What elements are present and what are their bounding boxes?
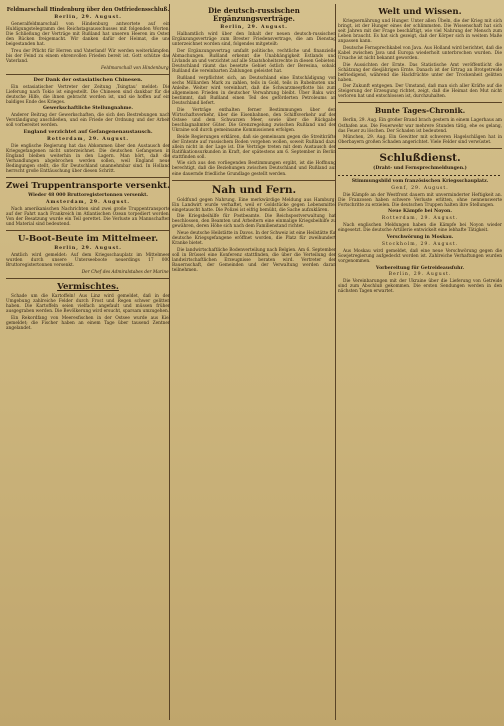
article-paragraph: München, 29. Aug. Ein Gewitter mit schweren Hagelschlägen hat in Oberbayern großen Schaden angerichtet. Viele Felder sind verwüstet. xyxy=(338,135,502,146)
article-paragraph: Generalfeldmarschall von Hindenburg antwortete auf ein Huldigungstelegramm des Reichstagsausschusses mit folgenden Worten: Die Schließung der Verträge mit Rußland hat unseren Heeren im Osten den Rücken freigemacht. Wir danken dafür der Heimat, die uns beigestanden hat. xyxy=(6,22,170,48)
article-headline: Feldmarschall Hindenburg über den Ostfriedensschluß. xyxy=(6,7,170,13)
article-paragraph: Die Vereinbarungen mit der Ukraine über die Lieferung von Getreide sind zum Abschluß gekommen. Die ersten Sendungen werden in den nächsten Tagen erwartet. xyxy=(338,279,502,295)
dateline: Berlin, 29. August. xyxy=(54,15,122,21)
article-paragraph: Nach amerikanischen Nachrichten sind zwei große Truppentransporte auf der Fahrt nach Frankreich im Atlantischen Ozean torpediert worden. Von der Besatzung wurde ein Teil gerettet. Die Verluste an Mannschaften und Material sind bedeutend. xyxy=(6,206,170,228)
article-paragraph: Aus Moskau wird gemeldet, daß eine neue Verschwörung gegen die Sowjetregierung aufgedeckt worden ist. Zahlreiche Verhaftungen wurden vorgenommen. xyxy=(338,248,502,264)
section-heading: Welt und Wissen. xyxy=(378,7,462,17)
article-headline: Der Dank der ostasiatischen Chinesen. xyxy=(33,76,143,83)
article-paragraph: Nach englischen Meldungen haben die Kämpfe bei Noyon wieder eingesetzt. Die deutsche Artillerie entwickelt eine lebhafte Tätigkeit. xyxy=(338,223,502,234)
section-heading: Schlußdienst. xyxy=(379,152,461,165)
article-paragraph: Beide Regierungen erklären, daß sie gemeinsam gegen die Streitkräfte der Entente auf russischem Boden vorgehen wollen, soweit Rußland dazu allein nicht in der Lage ist. Die Verträge treten mit dem Austausch der Ratifikationsurkunden in Kraft, der spätestens am 6. September in Berlin stattfinden soll. xyxy=(172,134,336,160)
article-paragraph: Die Verträge enthalten ferner Bestimmungen über den Wirtschaftsverkehr, über die Eisenbahnen, den Schiffsverkehr auf der Ostsee und dem Schwarzen Meer, sowie über die Rückgabe beschlagnahmter Güter. Die Grenzregelung zwischen Rußland und der Ukraine soll durch gemeinsame Kommissionen erfolgen. xyxy=(172,107,336,133)
subheading: Neue Kämpfe bei Noyon. xyxy=(388,209,452,215)
subheading: Stimmungsbild vom französischen Kriegsschauplatz. xyxy=(351,178,489,184)
article-paragraph: Ein Rekordfang von Meeresfischen in der Ostsee wurde aus Kiel gemeldet; die Fischer haben an einem Tage über tausend Zentner angelandet. xyxy=(6,315,170,331)
article-paragraph: Die Aussichten der Ernte. Das Statistische Amt veröffentlicht die Schätzung der diesjährigen Ernte. Danach ist der Ertrag an Brotgetreide befriedigend, während die Hackfrüchte unter der Trockenheit gelitten haben. xyxy=(338,62,502,83)
article-paragraph: Goldfund gegen Nahrung. Eine merkwürdige Meldung aus Hamburg: Ein Landwirt wurde verhaftet, weil er Goldstücke gegen Lebensmittel eingetauscht hatte. Die Polizei ist eifrig bemüht, die Sache aufzuklären. xyxy=(172,197,336,213)
article-headline: England verzichtet auf Gefangenenaustausch. xyxy=(23,129,153,136)
section-heading: Vermischtes. xyxy=(57,281,119,292)
dateline: Amsterdam, 29. August. xyxy=(45,200,131,206)
article-paragraph: Treu der Pflicht für Herren und Vaterland! Wir werden weiterkämpfen, bis der Feind zu einem ehrenvollen Frieden bereit ist. Gott schütze das Vaterland. xyxy=(6,48,170,65)
divider xyxy=(6,74,170,75)
subheading: Wieder 48 000 Bruttoregistertonnen versenkt. xyxy=(28,193,148,199)
subheading: Vorbereitung für Getreideausfuhr. xyxy=(375,265,465,271)
article-paragraph: Kriegsernährung und Hunger. Unter allen Übeln, die der Krieg mit sich bringt, ist der Hunger eines der schlimmsten. Die Wissenschaft hat sich seit Jahren mit der Frage beschäftigt, wie viel Nahrung der Mensch zum Leben braucht. Es hat sich gezeigt, daß der Körper sich in weitem Maße anpassen kann. xyxy=(338,19,502,45)
article-paragraph: Wie sich aus den vorliegenden Bestimmungen ergibt, ist die Hoffnung berechtigt, daß die Beziehungen zwischen Deutschland und Rußland auf eine dauernde friedliche Grundlage gestellt werden. xyxy=(172,161,336,177)
column-left xyxy=(6,4,170,720)
article-headline: Zwei Truppentransporte versenkt. xyxy=(6,181,170,192)
divider xyxy=(338,102,502,103)
article-paragraph: Die Kämpfe an der Westfront dauern mit unverminderter Heftigkeit an. Die Franzosen haben schwere Verluste erlitten, ohne nennenswerte Fortschritte zu erzielen. Die deutschen Truppen halten ihre Stellungen. xyxy=(338,192,502,208)
article-headline: Die deutsch-russischen Ergänzungsverträge. xyxy=(208,6,300,24)
dateline: Berlin, 29. August. xyxy=(220,25,288,31)
section-heading: Bunte Tages-Chronik. xyxy=(374,106,466,116)
divider xyxy=(6,177,170,178)
article-paragraph: Die landwirtschaftliche Bodenverteilung nach Belgien. Am 6. September soll in Brüssel eine Konferenz stattfinden, die über die Verteilung der landwirtschaftlichen Erzeugnisse beraten wird. Vertreter der Bauernschaft, der Gemeinden und der Verwaltung werden daran teilnehmen. xyxy=(172,247,336,273)
column-middle xyxy=(172,4,336,720)
article-paragraph: Ein ostasiatischer Vertreter der Zeitung ‚Tsingtau‘ meldet: Die Lieferung nach Tokio ist eingestellt. Die Chinesen sind dankbar für die deutsche Hilfe, die ihnen gebracht worden ist, und sie hoffen auf ein baldiges Ende des Krieges. xyxy=(6,84,170,105)
subheading: (Draht- und Fernsprechmeldungen.) xyxy=(373,166,467,172)
signature: Der Chef des Admiralstabes der Marine. xyxy=(81,269,170,275)
article-paragraph: Amtlich wird gemeldet: Auf dem Kriegsschauplatz im Mittelmeer wurden durch unsere Unterseeboote neuerdings 17 000 Bruttoregistertonnen versenkt. xyxy=(6,253,170,269)
article-paragraph: Rußland verpflichtet sich, an Deutschland eine Entschädigung von sechs Milliarden Mark zu zahlen, teils in Gold, teils in Rubelnoten und Anleihe. Weiter wird vereinbart, daß die Schwarzmeerflotte bis zum allgemeinen Frieden in deutscher Verwahrung bleibt. Über Baku wird bestimmt, daß Rußland einen Teil des geförderten Petroleums an Deutschland liefert. xyxy=(172,75,336,107)
signature: Feldmarschall von Hindenburg. xyxy=(101,65,170,71)
dotted-rule xyxy=(338,175,502,176)
divider xyxy=(6,278,170,279)
divider xyxy=(338,148,502,149)
dateline: Rotterdam, 29. August. xyxy=(46,136,130,142)
subheading: Gewerkschaftliche Stellungnahme. xyxy=(42,106,134,112)
article-paragraph: Die englische Regierung hat das Abkommen über den Austausch der Kriegsgefangenen nicht unterzeichnet. Die deutschen Gefangenen in England bleiben weiterhin in den Lagern. Man hört, daß die Verhandlungen abgebrochen werden sollen, weil England neue Bedingungen stellt, die für Deutschland unannehmbar sind. In Holland herrscht große Enttäuschung über diesen Schritt. xyxy=(6,143,170,175)
divider xyxy=(172,180,336,181)
dateline: Berlin, 29. August. xyxy=(388,272,452,278)
article-paragraph: Berlin, 29. Aug. Ein großer Brand brach gestern in einem Lagerhaus am Osthafen aus. Die Feuerwehr war mehrere Stunden tätig, ehe es gelang, das Feuer zu löschen. Der Schaden ist bedeutend. xyxy=(338,118,502,134)
article-paragraph: Anderer Beitrag der Gewerkschaften, die sich den Bestrebungen nach Verständigung anschließen, und ein Friede der Ordnung und der Arbeit soll vorbereitet werden. xyxy=(6,113,170,129)
article-paragraph: Deutsche Fernsprechkabel von Java. Aus Holland wird berichtet, daß die Kabel zwischen Java und Europa wiederholt unterbrochen wurden. Die Ursache ist nicht bekannt geworden. xyxy=(338,45,502,61)
divider xyxy=(6,230,170,231)
article-paragraph: Die Kriegsbeihilfe für Postbeamte. Die Reichspostverwaltung hat beschlossen, den Beamten und Arbeitern eine einmalige Kriegsbeihilfe zu gewähren, deren Höhe sich nach dem Familienstand richtet. xyxy=(172,214,336,230)
article-paragraph: Neue deutsche Heilstätte in Davos. In der Schweiz ist eine Heilstätte für deutsche Kriegsgefangene eröffnet worden, die Platz für zweihundert Kranke bietet. xyxy=(172,231,336,247)
article-paragraph: Schade um die Kartoffeln! Aus Linz wird gemeldet, daß in der Umgebung zahlreiche Felder durch Frost und Regen schwer gelitten haben. Die Kartoffeln seien vielfach angefault und müssen früher ausgegraben werden. Die Bevölkerung wird ersucht, sparsam umzugehen. xyxy=(6,293,170,314)
article-paragraph: Der Zukunft entgegen. Der Umstand, daß man sich aller Kräfte auf die Steigerung der Erzeugung richtet, zeigt, daß die Heimat den Mut nicht verloren hat und entschlossen ist, durchzuhalten. xyxy=(338,84,502,100)
article-headline: U-Boot-Beute im Mittelmeer. xyxy=(17,234,159,245)
article-paragraph: Der Ergänzungsvertrag umfaßt politische, rechtliche und finanzielle Abmachungen. Rußland erkennt die Unabhängigkeit Estlands und Livlands an und verzichtet auf alle Staatshoheitsrechte in diesen Gebieten. Deutschland räumt das besetzte Gebiet östlich der Beresina, sobald Rußland die vereinbarten Zahlungen geleistet hat. xyxy=(172,49,336,75)
dateline: Berlin, 29. August. xyxy=(54,246,122,252)
section-heading: Nah und Fern. xyxy=(211,183,297,196)
column-right xyxy=(338,4,502,720)
article-paragraph: Halbamtlich wird über den Inhalt der neuen deutsch-russischen Ergänzungsverträge zum Brester Friedensvertrage, die am Dienstag unterzeichnet worden sind, folgendes mitgeteilt: xyxy=(172,32,336,48)
dateline: Rotterdam, 29. August. xyxy=(381,216,459,222)
subheading: Verschwörung in Moskau. xyxy=(386,234,454,240)
dateline: Genf, 29. August. xyxy=(391,185,449,191)
dateline: Stockholm, 29. August. xyxy=(381,241,459,247)
